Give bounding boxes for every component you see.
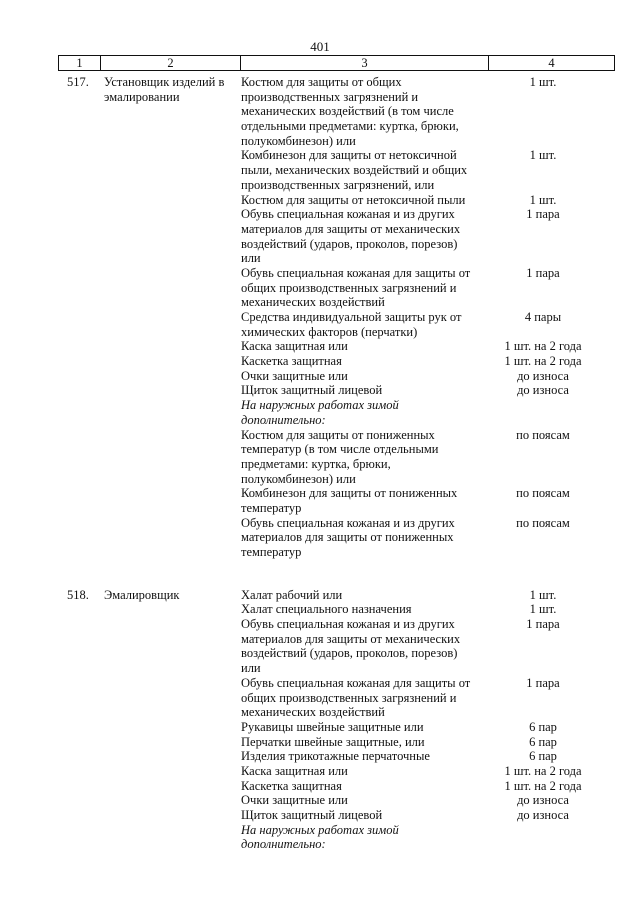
item-text: температур xyxy=(241,545,302,559)
item-text: механических воздействий xyxy=(241,705,385,720)
item-text: Рукавицы швейные защитные или xyxy=(241,719,424,734)
item-text: или xyxy=(241,251,261,266)
item-quantity: 1 шт. xyxy=(529,602,557,617)
entry-line xyxy=(58,354,614,369)
item-text: Очки защитные или xyxy=(241,368,348,383)
entry-line xyxy=(58,310,614,325)
entry-line xyxy=(58,104,614,119)
item-quantity: по поясам xyxy=(516,515,570,530)
entry-line xyxy=(58,632,614,647)
entry-line xyxy=(58,472,614,487)
item-quantity: 1 шт. на 2 года xyxy=(504,778,582,793)
item-quantity: до износа xyxy=(517,793,569,808)
entry-line xyxy=(58,413,614,428)
item-text: Обувь специальная кожаная для защиты от xyxy=(241,675,471,690)
entry-line xyxy=(58,764,614,779)
entry-line xyxy=(58,823,614,838)
entry-line xyxy=(58,661,614,676)
item-text: полукомбинезон) или xyxy=(241,133,356,148)
item-quantity: 6 пар xyxy=(529,734,557,749)
item-text: предметами: куртка, брюки, xyxy=(241,456,391,471)
entry-line xyxy=(58,383,614,398)
item-text: Каска защитная или xyxy=(241,339,348,354)
item-text: Комбинезон для защиты от пониженных xyxy=(241,486,458,501)
entry-line xyxy=(58,793,614,808)
entry-517 xyxy=(58,75,614,560)
column-header-table xyxy=(58,55,615,71)
entry-line xyxy=(58,588,614,603)
entry-line xyxy=(58,90,614,105)
item-text: На наружных работах зимой xyxy=(241,398,399,413)
item-text: производственных загрязнений, или xyxy=(241,177,435,192)
occupation-name: Эмалировщик xyxy=(104,587,180,602)
item-text: Костюм для защиты от нетоксичной пыли xyxy=(241,192,466,207)
entry-line xyxy=(58,178,614,193)
item-text: Каскетка защитная xyxy=(241,778,342,793)
entry-line xyxy=(58,281,614,296)
entry-line xyxy=(58,266,614,281)
item-text: дополнительно: xyxy=(241,412,326,427)
item-quantity: 1 шт. на 2 года xyxy=(504,339,582,354)
entry-line xyxy=(58,501,614,516)
item-quantity: 1 шт. xyxy=(529,192,557,207)
entry-line xyxy=(58,222,614,237)
entry-number: 518. xyxy=(67,587,89,602)
item-text: материалов для защиты от механических xyxy=(241,631,461,646)
item-quantity: 1 пара xyxy=(526,675,560,690)
entry-line xyxy=(58,486,614,501)
entry-line xyxy=(58,691,614,706)
entry-line xyxy=(58,602,614,617)
item-text: Изделия трикотажные перчаточные xyxy=(241,749,430,764)
entry-line xyxy=(58,119,614,134)
item-text: Обувь специальная кожаная и из других xyxy=(241,617,455,632)
entry-line xyxy=(58,207,614,222)
item-quantity: 1 шт. xyxy=(529,587,557,602)
item-text: механических воздействий xyxy=(241,295,385,310)
entry-line xyxy=(58,720,614,735)
item-text: общих производственных загрязнений и xyxy=(241,280,457,295)
item-quantity: 1 пара xyxy=(526,207,560,222)
item-text: материалов для защиты от механических xyxy=(241,221,461,236)
item-text: Очки защитные или xyxy=(241,793,348,808)
item-text: материалов для защиты от пониженных xyxy=(241,530,454,545)
entry-line xyxy=(58,442,614,457)
item-text: Обувь специальная кожаная для защиты от xyxy=(241,265,471,280)
item-quantity: 1 шт. на 2 года xyxy=(504,354,582,369)
entry-line xyxy=(58,163,614,178)
entry-line xyxy=(58,428,614,443)
entry-518 xyxy=(58,588,614,852)
item-text: воздействий (ударов, проколов, порезов) xyxy=(241,646,458,661)
item-text: Костюм для защиты от пониженных xyxy=(241,427,435,442)
item-quantity: 1 шт. xyxy=(529,75,557,89)
entry-line xyxy=(58,530,614,545)
item-quantity: 6 пар xyxy=(529,719,557,734)
entry-line xyxy=(58,148,614,163)
item-quantity: 1 пара xyxy=(526,265,560,280)
item-text: Комбинезон для защиты от нетоксичной xyxy=(241,148,457,163)
item-quantity: 1 пара xyxy=(526,617,560,632)
entry-number: 517. xyxy=(67,75,89,89)
item-text: Костюм для защиты от общих xyxy=(241,75,402,89)
entry-line xyxy=(58,251,614,266)
item-text: пыли, механических воздействий и общих xyxy=(241,163,468,178)
entry-line xyxy=(58,837,614,852)
entry-line xyxy=(58,457,614,472)
entry-line xyxy=(58,193,614,208)
entry-line xyxy=(58,339,614,354)
entry-line xyxy=(58,646,614,661)
item-text: Каска защитная или xyxy=(241,763,348,778)
item-text: На наружных работах зимой xyxy=(241,822,399,837)
entry-line xyxy=(58,545,614,560)
entry-line xyxy=(58,369,614,384)
item-quantity: по поясам xyxy=(516,486,570,501)
item-text: Халат рабочий или xyxy=(241,587,343,602)
item-text: Щиток защитный лицевой xyxy=(241,808,383,822)
item-quantity: 1 шт. на 2 года xyxy=(504,763,582,778)
item-text: Каскетка защитная xyxy=(241,354,342,369)
column-header-2: 2 xyxy=(101,56,241,71)
entries-list xyxy=(58,75,614,852)
item-text: отдельными предметами: куртка, брюки, xyxy=(241,119,459,134)
entry-line xyxy=(58,516,614,531)
item-quantity: до износа xyxy=(517,368,569,383)
entry-line xyxy=(58,705,614,720)
item-text: производственных загрязнений и xyxy=(241,89,419,104)
item-text: Обувь специальная кожаная и из других xyxy=(241,515,455,530)
entry-line xyxy=(58,134,614,149)
item-quantity: 6 пар xyxy=(529,749,557,764)
item-text: химических факторов (перчатки) xyxy=(241,324,418,339)
item-text: дополнительно: xyxy=(241,837,326,852)
entry-line xyxy=(58,617,614,632)
item-text: воздействий (ударов, проколов, порезов) xyxy=(241,236,458,251)
entry-line xyxy=(58,325,614,340)
item-quantity: до износа xyxy=(517,808,569,822)
item-quantity: по поясам xyxy=(516,427,570,442)
entry-line xyxy=(58,398,614,413)
entry-line xyxy=(58,749,614,764)
entry-line xyxy=(58,735,614,750)
entry-line xyxy=(58,237,614,252)
entry-line xyxy=(58,676,614,691)
item-text: температур xyxy=(241,500,302,515)
page-number: 401 xyxy=(310,39,330,54)
entry-separator xyxy=(58,560,614,588)
item-quantity: 4 пары xyxy=(524,310,562,324)
item-text: температур (в том числе отдельными xyxy=(241,442,439,457)
item-text: механических воздействий (в том числе xyxy=(241,104,454,119)
occupation-name: Установщик изделий в эмалировании xyxy=(104,75,225,104)
item-quantity: до износа xyxy=(517,383,569,398)
entry-line xyxy=(58,808,614,823)
entry-line xyxy=(58,779,614,794)
column-header-1: 1 xyxy=(59,56,101,71)
item-text: общих производственных загрязнений и xyxy=(241,690,457,705)
item-text: или xyxy=(241,661,261,676)
item-text: Средства индивидуальной защиты рук от xyxy=(241,310,462,324)
item-text: Щиток защитный лицевой xyxy=(241,383,383,398)
item-text: Перчатки швейные защитные, или xyxy=(241,734,425,749)
column-header-4: 4 xyxy=(489,56,615,71)
item-quantity: 1 шт. xyxy=(529,148,557,163)
column-header-3: 3 xyxy=(241,56,489,71)
item-text: Обувь специальная кожаная и из других xyxy=(241,207,455,222)
item-text: полукомбинезон) или xyxy=(241,471,356,486)
item-text: Халат специального назначения xyxy=(241,602,412,617)
entry-line xyxy=(58,295,614,310)
